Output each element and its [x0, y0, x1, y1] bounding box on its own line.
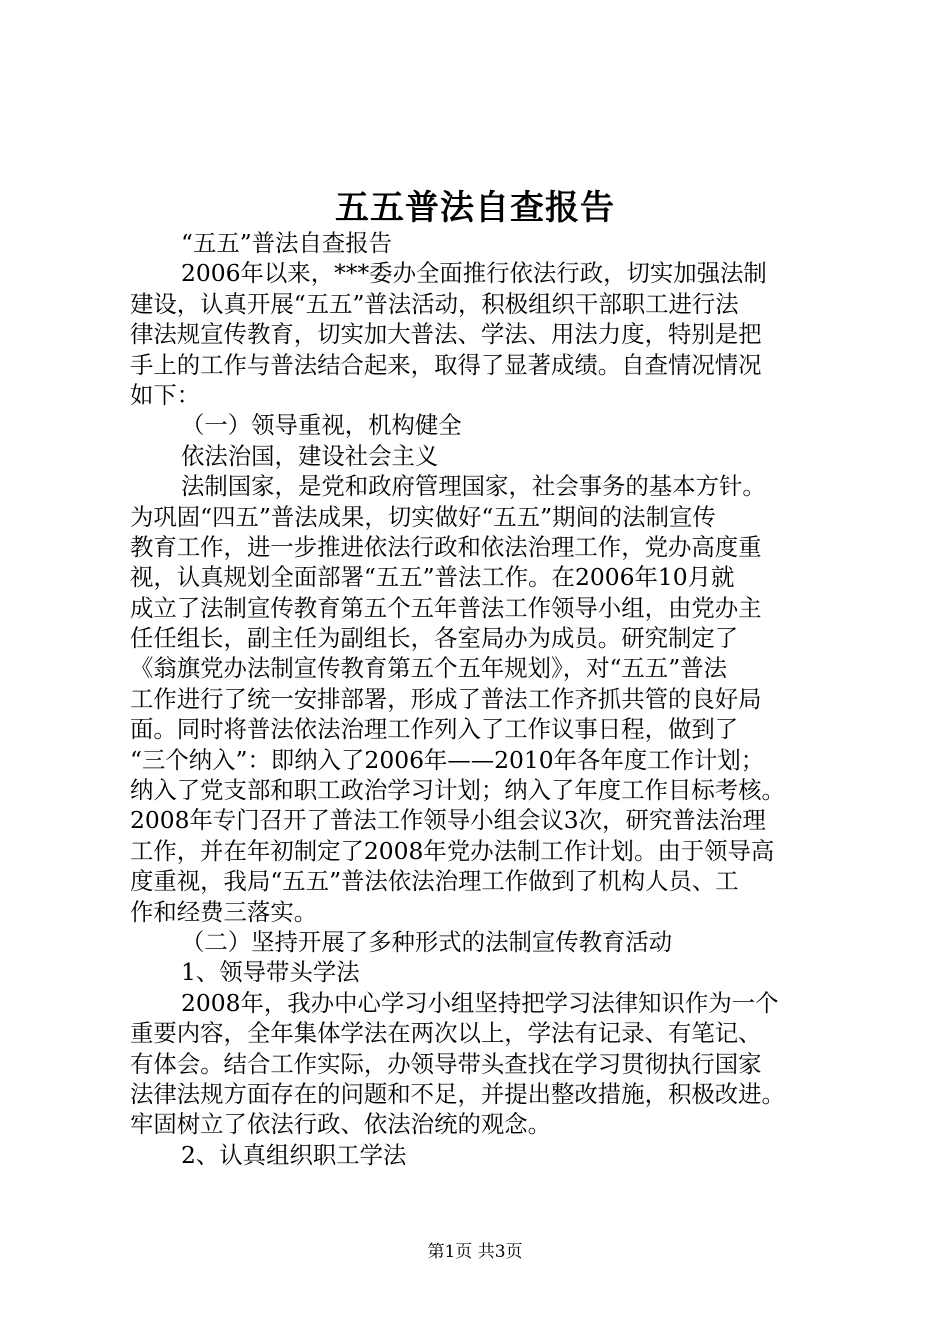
body-line: 依法治国，建设社会主义 — [181, 441, 439, 470]
body-line: 有体会。结合工作实际，办领导带头查找在学习贯彻执行国家 — [130, 1049, 762, 1078]
body-line: 面。同时将普法依法治理工作列入了工作议事日程，做到了 — [130, 715, 739, 744]
body-line: 2008年专门召开了普法工作领导小组会议3次，研究普法治理 — [130, 806, 766, 835]
body-line: 重要内容，全年集体学法在两次以上，学法有记录、有笔记、 — [130, 1019, 762, 1048]
body-line: 度重视，我局“五五”普法依法治理工作做到了机构人员、工 — [130, 867, 739, 896]
body-line: 手上的工作与普法结合起来，取得了显著成绩。自查情况情况 — [130, 350, 762, 379]
body-line: 律法规宣传教育，切实加大普法、学法、用法力度，特别是把 — [130, 320, 762, 349]
body-line: 纳入了党支部和职工政治学习计划；纳入了年度工作目标考核。 — [130, 776, 785, 805]
body-line: 如下： — [130, 380, 201, 409]
body-line: 为巩固“四五”普法成果，切实做好“五五”期间的法制宣传 — [130, 502, 716, 531]
document-title: 五五普法自查报告 — [335, 188, 615, 228]
section-heading: （二）坚持开展了多种形式的法制宣传教育活动 — [181, 927, 673, 956]
page-number-footer: 第1页 共3页 — [427, 1242, 523, 1262]
body-line: 牢固树立了依法行政、依法治统的观念。 — [130, 1110, 552, 1139]
subsection-heading: 2、认真组织职工学法 — [181, 1140, 407, 1169]
document-body — [130, 228, 830, 1170]
body-line: 作和经费三落实。 — [130, 897, 318, 926]
body-line: 《翁旗党办法制宣传教育第五个五年规划》，对“五五”普法 — [130, 654, 727, 683]
body-line: 成立了法制宣传教育第五个五年普法工作领导小组，由党办主 — [130, 593, 762, 622]
body-line: “五五”普法自查报告 — [181, 229, 393, 257]
body-line: 法律法规方面存在的问题和不足，并提出整改措施，积极改进。 — [130, 1079, 785, 1108]
body-line: 法制国家，是党和政府管理国家，社会事务的基本方针。 — [181, 472, 766, 501]
body-line: 任任组长，副主任为副组长，各室局办为成员。研究制定了 — [130, 624, 739, 653]
body-line: 建设，认真开展“五五”普法活动，积极组织干部职工进行法 — [130, 289, 739, 318]
body-line: 视，认真规划全面部署“五五”普法工作。在2006年10月就 — [130, 563, 735, 592]
body-line: 工作进行了统一安排部署，形成了普法工作齐抓共管的良好局 — [130, 684, 762, 713]
body-line: 教育工作，进一步推进依法行政和依法治理工作，党办高度重 — [130, 532, 762, 561]
body-line: 工作，并在年初制定了2008年党办法制工作计划。由于领导高 — [130, 836, 775, 865]
body-line: 2008年，我办中心学习小组坚持把学习法律知识作为一个 — [181, 988, 779, 1017]
subsection-heading: 1、领导带头学法 — [181, 958, 360, 987]
section-heading: （一）领导重视，机构健全 — [181, 411, 462, 440]
body-line: 2006年以来，***委办全面推行依法行政，切实加强法制 — [181, 259, 767, 288]
body-line: “三个纳入”：即纳入了2006年——2010年各年度工作计划； — [130, 745, 765, 774]
